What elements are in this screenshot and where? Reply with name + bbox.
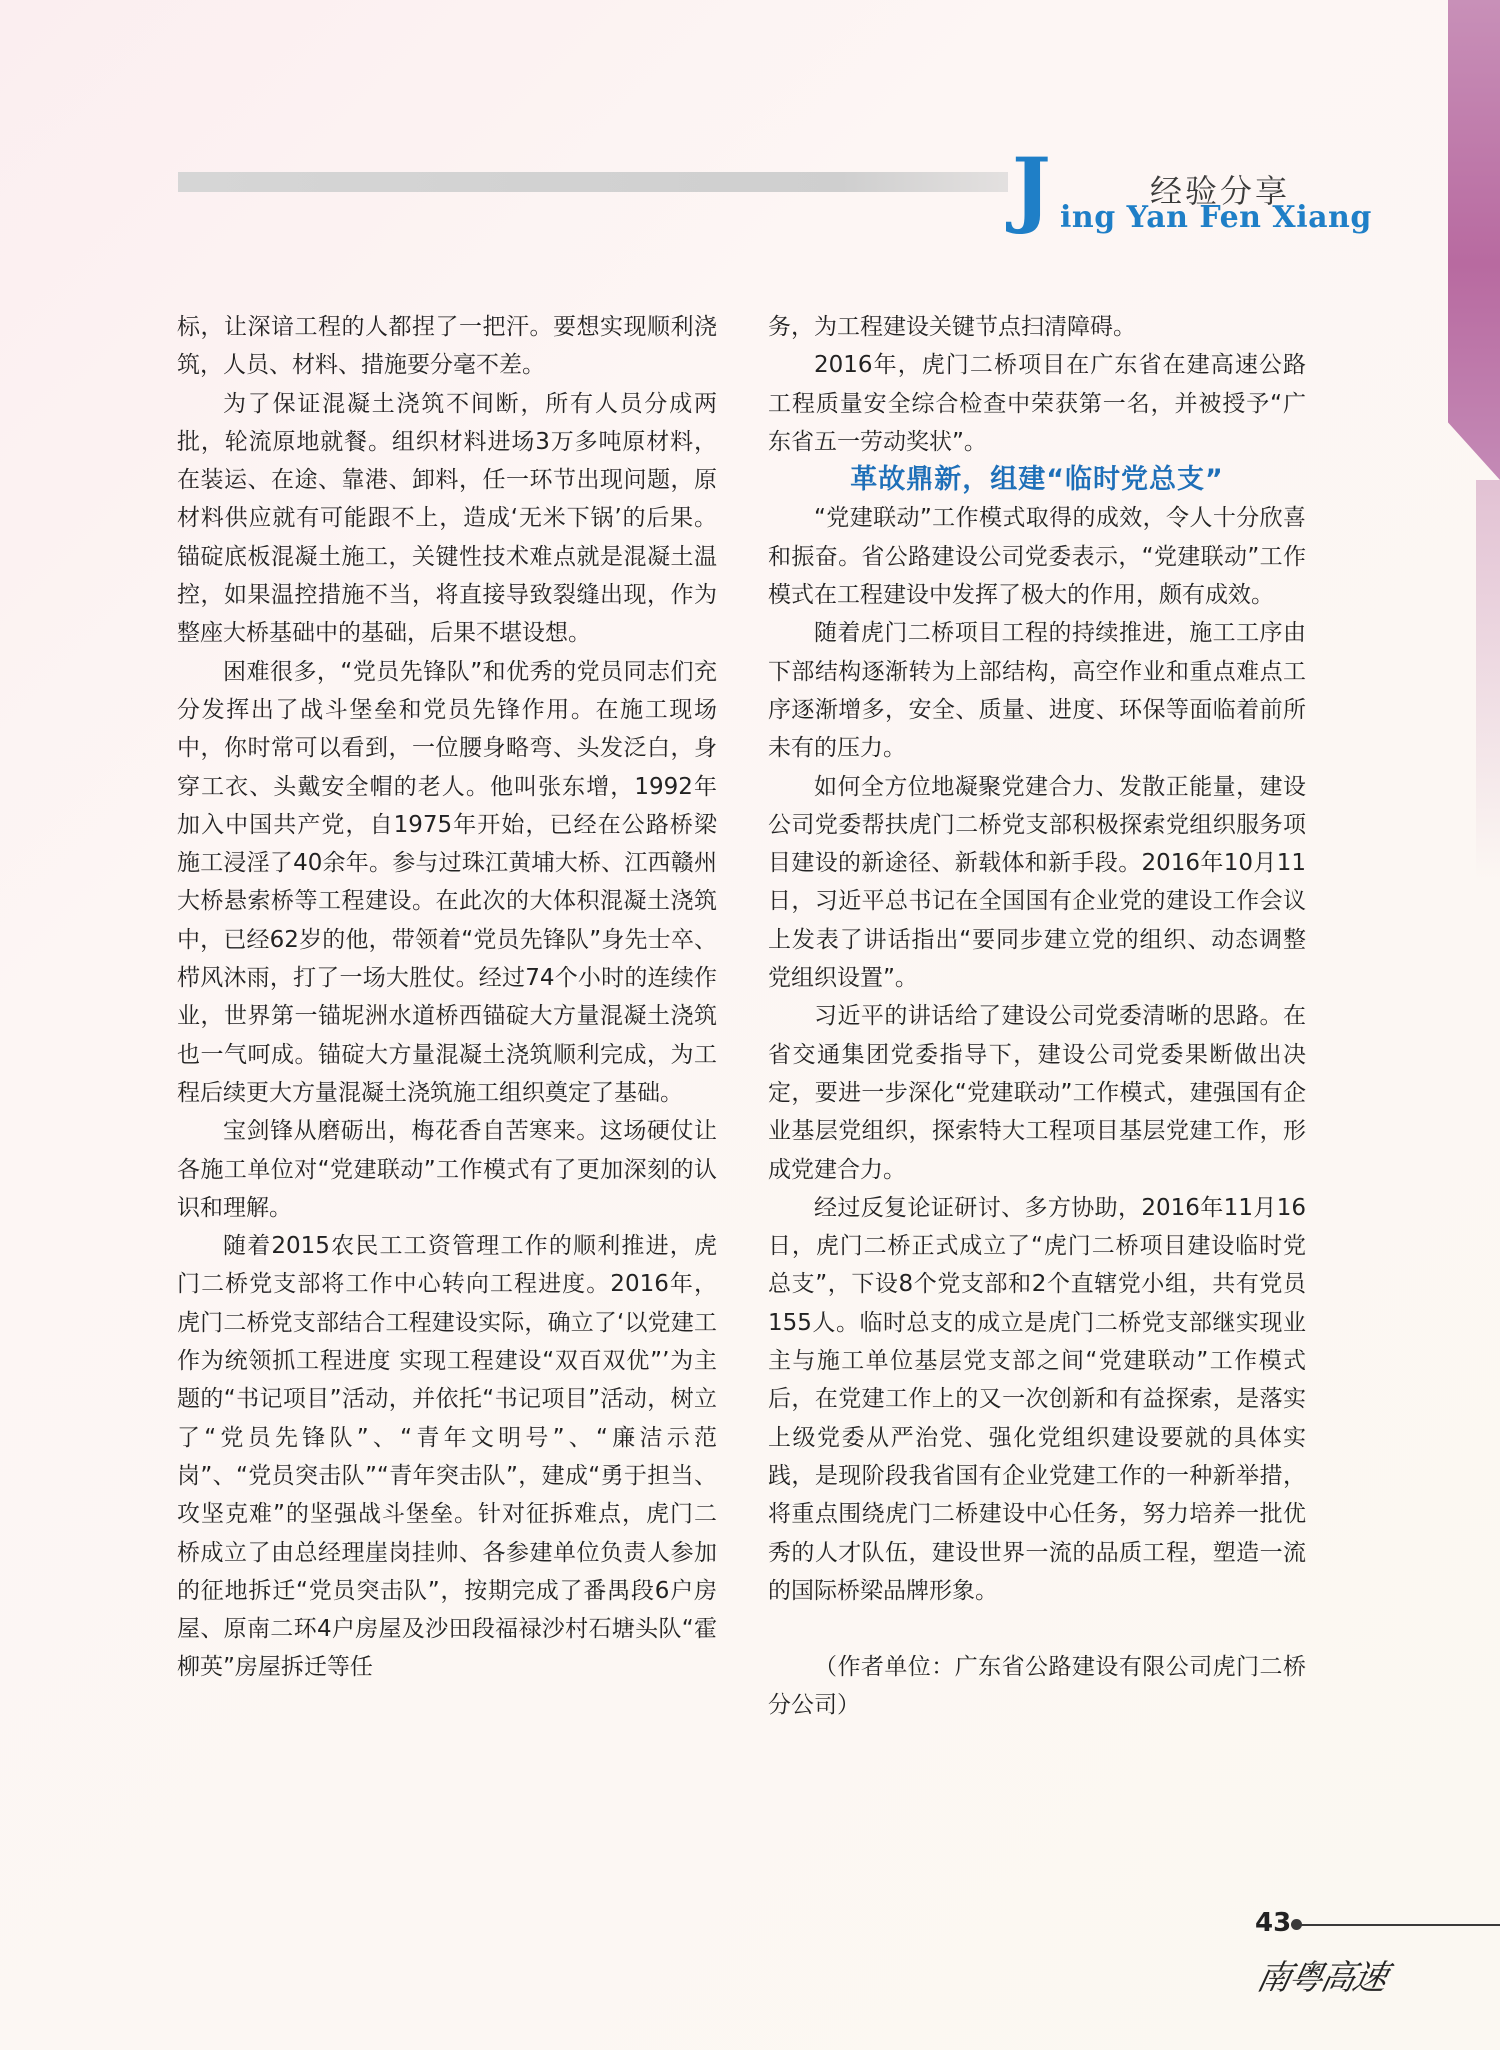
paragraph: 为了保证混凝土浇筑不间断，所有人员分成两批，轮流原地就餐。组织材料进场3万多吨原材料，在装运、在途、靠港、卸料，任一环节出现问题，原材料供应就有可能跟不上，造成‘无米下锅’的后果。锚碇底板混凝土施工，关键性技术难点就是混凝土温控，如果温控措施不当，将直接导致裂缝出现，作为整座大桥基础中的基础，后果不堪设想。: [177, 390, 717, 647]
left-column: [177, 308, 717, 1687]
paragraph: 困难很多，“党员先锋队”和优秀的党员同志们充分发挥出了战斗堡垒和党员先锋作用。在施工现场中，你时常可以看到，一位腰身略弯、头发泛白，身穿工衣、头戴安全帽的老人。他叫张东增，1992年加入中国共产党，自1975年开始，已经在公路桥梁施工浸淫了40余年。参与过珠江黄埔大桥、江西赣州大桥悬索桥等工程建设。在此次的大体积混凝土浇筑中，已经62岁的他，带领着“党员先锋队”身先士卒、栉风沐雨，打了一场大胜仗。经过74个小时的连续作业，世界第一锚坭洲水道桥西锚碇大方量混凝土浇筑也一气呵成。锚碇大方量混凝土浇筑顺利完成，为工程后续更大方量混凝土浇筑施工组织奠定了基础。: [177, 658, 717, 1106]
paragraph: 随着2015农民工工资管理工作的顺利推进，虎门二桥党支部将工作中心转向工程进度。2016年，虎门二桥党支部结合工程建设实际，确立了‘以党建工作为统领抓工程进度 实现工程建设“双百双优”’为主题的“书记项目”活动，并依托“书记项目”活动，树立了“党员先锋队”、“青年文明号”、“廉洁示范岗”、“党员突击队”“青年突击队”，建成“勇于担当、攻坚克难”的坚强战斗堡垒。针对征拆难点，虎门二桥成立了由总经理崖岗挂帅、各参建单位负责人参加的征地拆迁“党员突击队”，按期完成了番禺段6户房屋、原南二环4户房屋及沙田段福禄沙村石塘头队“霍柳英”房屋拆迁等任: [177, 1233, 717, 1681]
paragraph: 如何全方位地凝聚党建合力、发散正能量，建设公司党委帮扶虎门二桥党支部积极探索党组织服务项目建设的新途径、新载体和新手段。2016年10月11日，习近平总书记在全国国有企业党的建设工作会议上发表了讲话指出“要同步建立党的组织、动态调整党组织设置”。: [768, 773, 1306, 992]
page-number: 43: [1255, 1908, 1292, 1938]
magazine-logo: 南粤高速: [1253, 1958, 1390, 1998]
section-heading: 革故鼎新，组建“临时党总支”: [850, 464, 1224, 496]
paragraph: 经过反复论证研讨、多方协助，2016年11月16日，虎门二桥正式成立了“虎门二桥项目建设临时党总支”，下设8个党支部和2个直辖党小组，共有党员155人。临时总支的成立是虎门二桥党支部继实现业主与施工单位基层党支部之间“党建联动”工作模式后，在党建工作上的又一次创新和有益探索，是落实上级党委从严治党、强化党组织建设要就的具体实践，是现阶段我省国有企业党建工作的一种新举措，将重点围绕虎门二桥建设中心任务，努力培养一批优秀的人才队伍，建设世界一流的品质工程，塑造一流的国际桥梁品牌形象。: [768, 1194, 1306, 1604]
author-affiliation: （作者单位：广东省公路建设有限公司虎门二桥分公司）: [768, 1654, 1306, 1719]
paragraph: 随着虎门二桥项目工程的持续推进，施工工序由下部结构逐渐转为上部结构，高空作业和重点难点工序逐渐增多，安全、质量、进度、环保等面临着前所未有的压力。: [768, 620, 1306, 762]
right-column-before-heading: [768, 308, 1306, 461]
paragraph: 宝剑锋从磨砺出，梅花香自苦寒来。这场硬仗让各施工单位对“党建联动”工作模式有了更加深刻的认识和理解。: [177, 1118, 717, 1221]
paragraph: 2016年，虎门二桥项目在广东省在建高速公路工程质量安全综合检查中荣获第一名，并被授予“广东省五一劳动奖状”。: [768, 352, 1306, 455]
section-title: 经验分享: [1150, 172, 1291, 210]
corner-decoration: [1448, 0, 1500, 480]
corner-fade: [1476, 480, 1500, 880]
right-column-after-heading: [768, 499, 1306, 1610]
paragraph: 务，为工程建设关键节点扫清障碍。: [768, 314, 1136, 340]
header-bar: [178, 172, 1008, 192]
paragraph: 习近平的讲话给了建设公司党委清晰的思路。在省交通集团党委指导下，建设公司党委果断做出决定，要进一步深化“党建联动”工作模式，建强国有企业基层党组织，探索特大工程项目基层党建工作，形成党建合力。: [768, 1003, 1306, 1183]
pinyin-initial: J: [1012, 141, 1051, 237]
paragraph: “党建联动”工作模式取得的成效，令人十分欣喜和振奋。省公路建设公司党委表示，“党建联动”工作模式在工程建设中发挥了极大的作用，颇有成效。: [768, 505, 1306, 609]
paragraph: 标，让深谙工程的人都捏了一把汗。要想实现顺利浇筑，人员、材料、措施要分毫不差。: [177, 314, 717, 379]
right-column: [768, 308, 1306, 1725]
page-number-rule: [1296, 1924, 1500, 1926]
section-pinyin: ing Yan Fen Xiang: [1060, 200, 1372, 235]
